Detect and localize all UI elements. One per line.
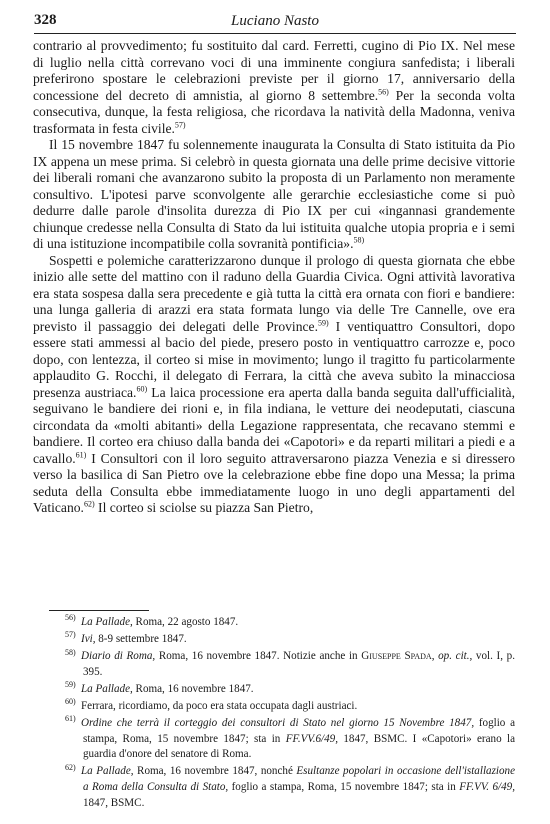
footnote-ref-59: 59) (317, 317, 329, 327)
footnote-57: 57) Ivi, 8-9 settembre 1847. (65, 630, 187, 646)
footnote-60: 60) Ferrara, ricordiamo, da poco era stata occupata dagli austriaci. (65, 697, 358, 712)
footnote-58: 58) Diario di Roma, Roma, 16 novembre 1847. Notizie anche in Giuseppe Spada, op. cit., vol. I, p. 395. (65, 647, 515, 678)
body-text (33, 38, 515, 517)
footnote-ref-56: 56) (378, 86, 389, 96)
footnote-ref-58: 58) (353, 235, 365, 245)
page-number: 328 (34, 12, 57, 28)
footnote-ref-57: 57) (174, 119, 186, 129)
running-head: Luciano Nasto (231, 13, 319, 29)
page-header (34, 11, 516, 34)
footnote-59: 59) La Pallade, Roma, 16 novembre 1847. (65, 680, 254, 695)
paragraph-1: contrario al provvedimento; fu sostituito dal card. Ferretti, cugino di Pio IX. Nel mese di luglio nella città correvano voci di una imminente congiura sanfedista; i liberali preferirono spostare le celebrazioni previste per il giorno 17, anniversario della concessione del decreto di amnistia, al giorno 8 settembre.$^{56)}$ Per la seconda volta consecutiva, dunque, la festa religiosa, che ricordava la natività della Madonna, veniva trasformata in festa civile.$^{57)}$ (33, 38, 515, 136)
footnote-ref-61: 61) (75, 449, 87, 459)
footnote-61: 61) Ordine che terrà il corteggio dei consultori di Stato nel giorno 15 Novembre 1847, foglio a stampa, Roma, 15 novembre 1847; sta in FF.VV.6/49, 1847, BSMC. I «Capotori» erano la guardia d'onore del senatore di Roma. (65, 714, 516, 761)
footnote-ref-60: 60) (136, 383, 148, 393)
footnote-56: 56) La Pallade, Roma, 22 agosto 1847. (65, 613, 239, 628)
footnote-separator (49, 610, 149, 611)
footnotes (33, 615, 515, 813)
paragraph-2: Il 15 novembre 1847 fu solennemente inaugurata la Consulta di Stato istituita da Pio IX appena un mese prima. Si celebrò in questa giornata una delle prime decisive vittorie dei liberali romani che avanzarono subito la proposta di un Parlamento non meramente consultivo. L'ipotesi parve sconvolgente alle gerarchie ecclesiastiche come si può dedurre dalle parole d'insolita durezza di Pio IX per cui «ingannasi grandemente chiunque credesse nella Consulta di Stato da lui istituita qualche utopia propria e i semi di una istituzione incompatibile colla sovranità pontificia».$^{58)}$ (33, 137, 515, 251)
footnote-ref-62: 62) (83, 499, 95, 509)
footnote-62: 62) La Pallade, Roma, 16 novembre 1847, nonché Esultanze popolari in occasione dell'istallazione a Roma della Consulta di Stato, foglio a stampa, Roma, 15 novembre 1847; sta in FF.VV. 6/49, 1847, BSMC. (65, 762, 515, 809)
paragraph-3: Sospetti e polemiche caratterizzarono dunque il prologo di questa giornata che ebbe inizio alle sette del mattino con il raduno della Guardia Civica. Ogni attività lavorativa era stata sospesa dalla sera precedente e già tutta la città era ornata con fiori e bandiere: una lunga galleria di arazzi era stata formata lungo via delle Tre Cannelle, ove era previsto il passaggio dei delegati delle Province.$^{59)}$ I ventiquattro Consultori, dopo essere stati ammessi al bacio del piede, presero posto in ventiquattro carrozze e, poco dopo, con lentezza, il corteo si mise in movimento; lungo il tragitto fu particolarmente applaudito G. Rocchi, il delegato di Ferrara, la città che aveva subìto la minacciosa presenza austriaca.$^{60)}$ La laica processione era aperta dalla banda seguita dall'ufficialità, seguivano le bandiere dei rioni e, in fila indiana, le vetture dei neodeputati, ciascuna circondata da «molti abitanti» della Legazione rappresentata, che recavano stemmi e bandiere. Il corteo era chiuso dalla banda dei «Capotori» e da reparti militari a piedi e a cavallo.$^{61)}$ I Consultori con il loro seguito attraversarono piazza Venezia e si diressero verso la basilica di San Pietro ove la celebrazione ebbe fine dopo una Messa; la prima seduta della Consulta ebbe immediatamente luogo in uno degli appartamenti del Vaticano.$^{62)}$ Il corteo si sciolse su piazza San Pietro, (33, 252, 515, 515)
